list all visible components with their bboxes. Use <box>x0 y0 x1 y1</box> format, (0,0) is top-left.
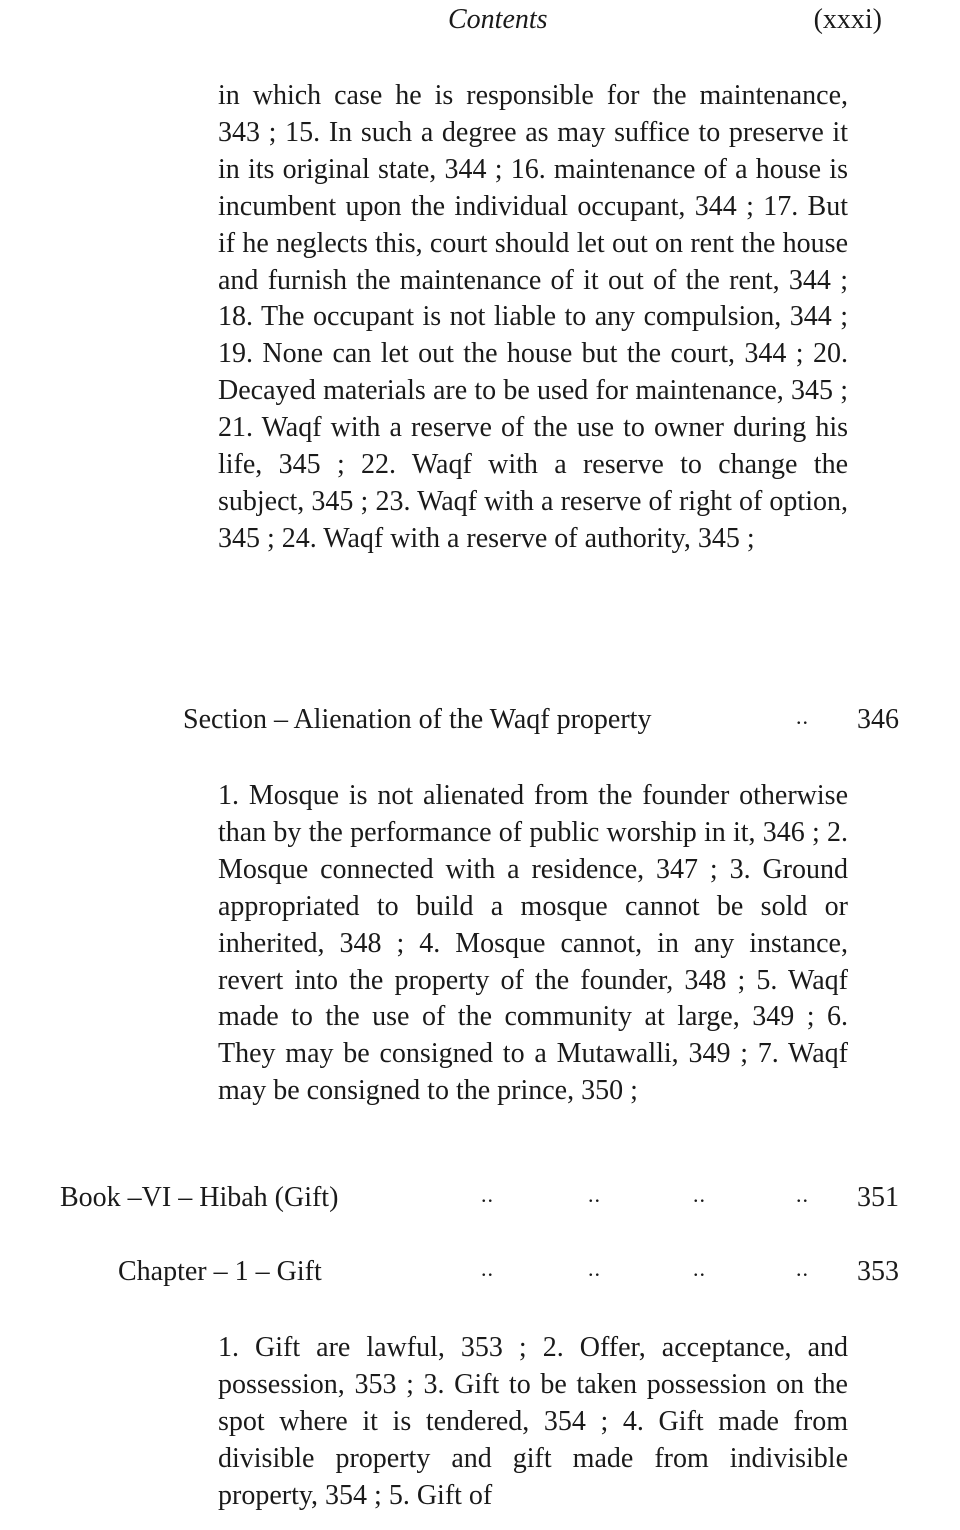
contents-paragraph-3: 1. Gift are lawful, 353 ; 2. Offer, acceptance, and possession, 353 ; 3. Gift to be taken possession on the spot where it is tendered, 354 ; 4. Gift made from divisible property and gift made from indivisible property, 354 ; 5. Gift of <box>218 1332 848 1511</box>
toc-leader: .. <box>481 1256 494 1281</box>
toc-leader: .. <box>796 1256 809 1281</box>
contents-paragraph-2: 1. Mosque is not alienated from the founder otherwise than by the performance of public worship in it, 346 ; 2. Mosque connected with a residence, 347 ; 3. Ground appropriated to build a mosque cannot be sold or inherited, 348 ; 4. Mosque cannot, in any instance, revert into the property of the founder, 348 ; 5. Waqf made to the use of the community at large, 349 ; 6. They may be consigned to a Mutawalli, 349 ; 7. Waqf may be consigned to the prince, 350 ; <box>218 780 848 1107</box>
toc-leader: .. <box>693 1256 706 1281</box>
toc-leader: .. <box>588 1256 601 1281</box>
toc-leader: .. <box>693 1182 706 1207</box>
toc-page-number: 346 <box>857 704 899 735</box>
toc-entry-label: Section – Alienation of the Waqf property <box>183 704 652 735</box>
toc-leader: .. <box>796 704 809 729</box>
toc-leader: .. <box>796 1182 809 1207</box>
toc-entry-section <box>183 704 899 744</box>
toc-entry-chapter <box>118 1256 899 1296</box>
page-folio: (xxxi) <box>813 4 882 35</box>
contents-paragraph-1: in which case he is responsible for the maintenance, 343 ; 15. In such a degree as may suffice to preserve it in its original state, 344 ; 16. maintenance of a house is incumbent upon the individual occupant, 344 ; 17. But if he neglects this, court should let out on rent the house and furnish the maintenance of it out of the rent, 344 ; 18. The occupant is not liable to any compulsion, 344 ; 19. None can let out the house but the court, 344 ; 20. Decayed materials are to be used for maintenance, 345 ; 21. Waqf with a reserve of the use to owner during his life, 345 ; 22. Waqf with a reserve to change the subject, 345 ; 23. Waqf with a reserve of right of option, 345 ; 24. Waqf with a reserve of authority, 345 ; <box>218 80 848 554</box>
toc-entry-label: Book –VI – Hibah (Gift) <box>60 1182 339 1213</box>
toc-entry-label: Chapter – 1 – Gift <box>118 1256 322 1287</box>
toc-entry-book <box>60 1182 899 1222</box>
toc-page-number: 351 <box>857 1182 899 1213</box>
toc-leader: .. <box>481 1182 494 1207</box>
running-header <box>0 4 960 44</box>
toc-page-number: 353 <box>857 1256 899 1287</box>
running-title: Contents <box>448 4 548 35</box>
toc-leader: .. <box>588 1182 601 1207</box>
